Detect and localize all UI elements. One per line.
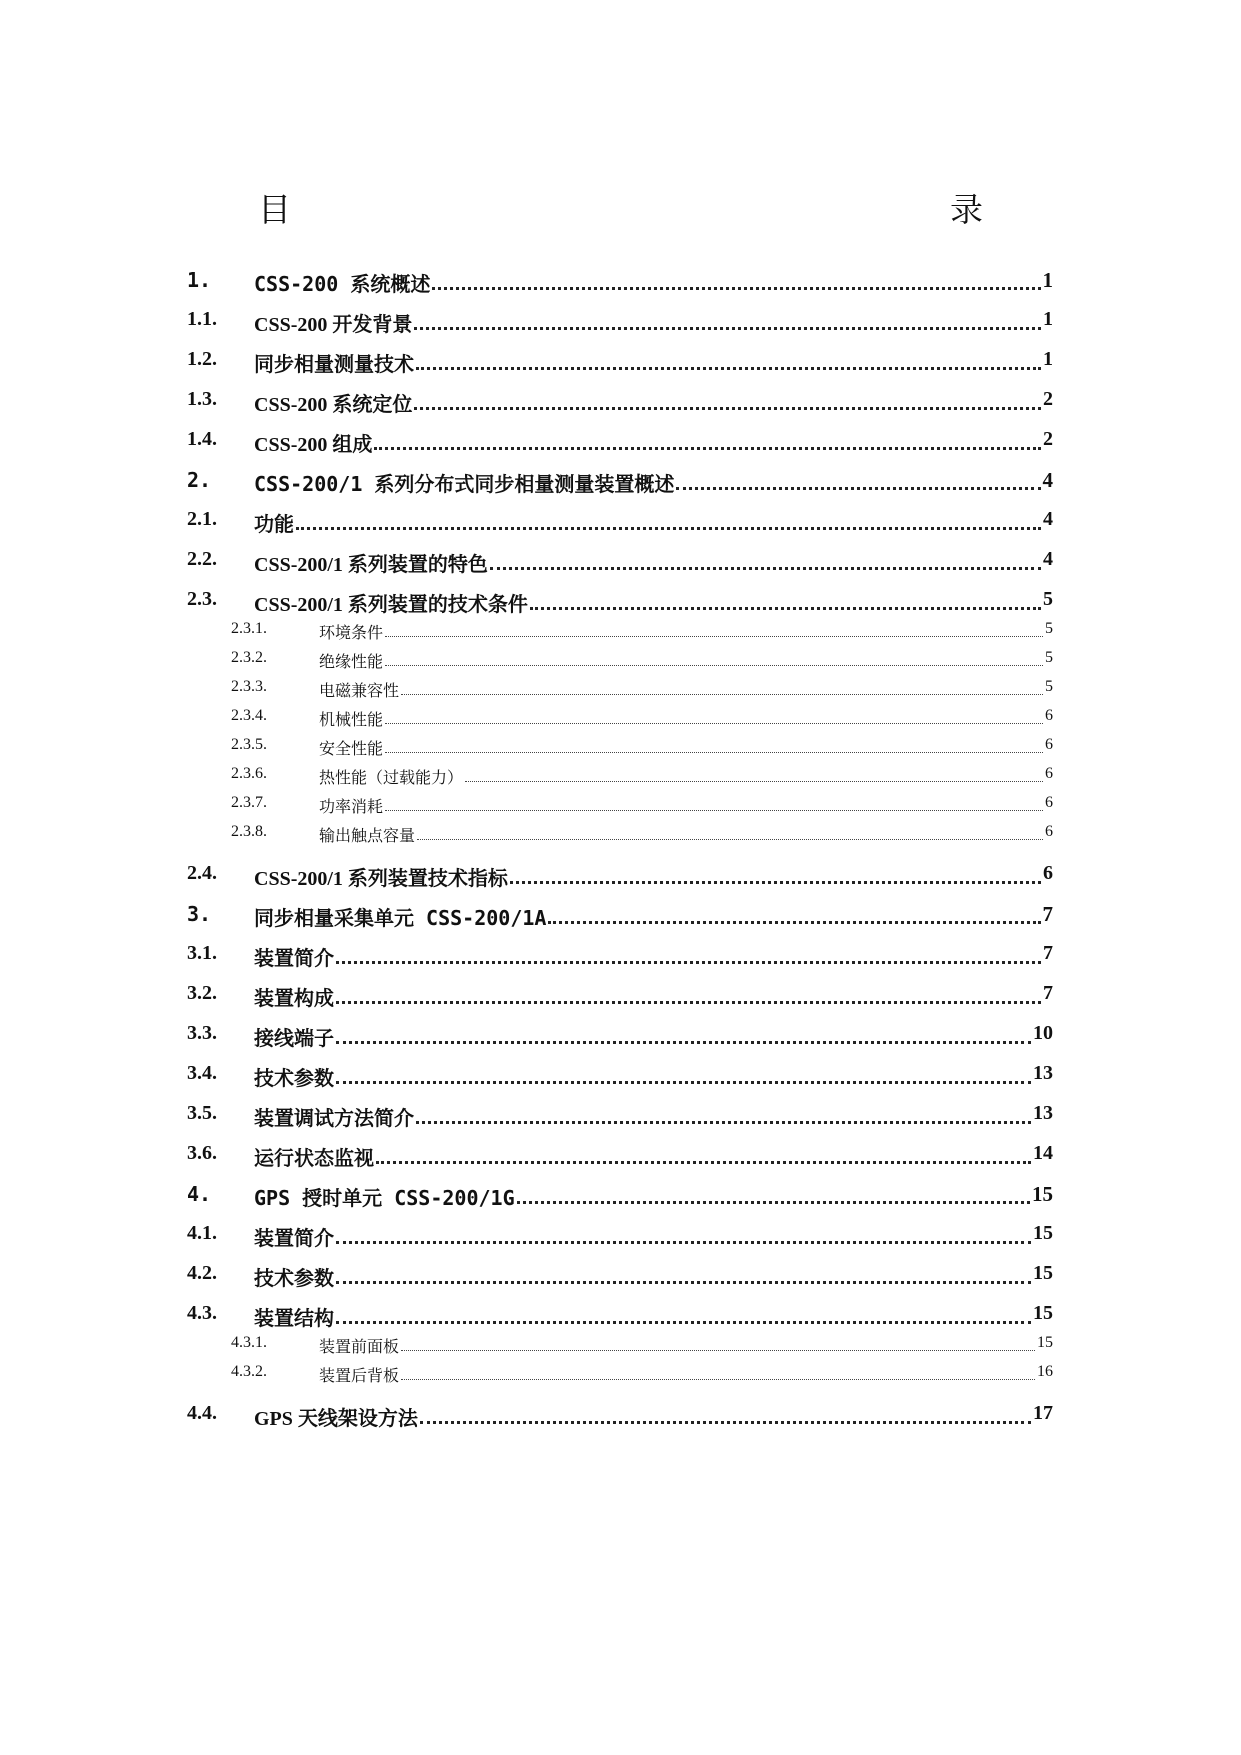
toc-entry-title: CSS-200 开发背景 <box>254 314 413 336</box>
toc-entry-number: 4.3.2. <box>231 1363 267 1380</box>
toc-entry-number: 3.4. <box>187 1062 217 1084</box>
toc-entry[interactable] <box>187 428 1053 456</box>
toc-entry-page: 2 <box>1043 428 1053 450</box>
toc-entry[interactable] <box>187 548 1053 576</box>
toc-entry-page: 13 <box>1033 1102 1053 1124</box>
toc-entry[interactable] <box>187 508 1053 536</box>
toc-entry[interactable] <box>187 1262 1053 1290</box>
toc-entry[interactable] <box>187 388 1053 416</box>
toc-entry-page: 6 <box>1045 765 1053 782</box>
toc-leader-dots <box>385 665 1043 666</box>
toc-leader-dots <box>336 1281 1031 1284</box>
toc-entry[interactable] <box>187 1062 1053 1090</box>
toc-entry[interactable] <box>187 1142 1053 1170</box>
toc-leader-dots <box>414 407 1041 410</box>
toc-leader-dots <box>385 810 1043 811</box>
toc-entry-page: 7 <box>1043 982 1053 1004</box>
toc-entry[interactable] <box>187 902 1053 930</box>
toc-entry-title: 安全性能 <box>319 741 384 758</box>
toc-entry[interactable] <box>187 268 1053 296</box>
toc-entry-page: 5 <box>1043 588 1053 610</box>
toc-entry-number: 2.3.2. <box>231 649 267 666</box>
toc-entry-page: 15 <box>1033 1262 1053 1284</box>
toc-entry[interactable] <box>187 1182 1053 1210</box>
toc-entry-page: 15 <box>1037 1334 1053 1351</box>
toc-entry-number: 1.2. <box>187 348 217 370</box>
toc-leader-dots <box>336 1241 1031 1244</box>
toc-entry-page: 15 <box>1033 1302 1053 1324</box>
toc-entry-title: 电磁兼容性 <box>319 683 400 700</box>
toc-leader-dots <box>385 636 1043 637</box>
toc-leader-dots <box>510 881 1041 884</box>
toc-entry-title: 装置构成 <box>254 988 334 1010</box>
toc-entry-title: GPS 天线架设方法 <box>254 1408 418 1430</box>
toc-entry-title: CSS-200/1 系列装置的特色 <box>254 554 488 576</box>
toc-entry-title: 接线端子 <box>254 1028 334 1050</box>
toc-entry[interactable] <box>187 1222 1053 1250</box>
toc-leader-dots <box>414 327 1041 330</box>
toc-entry-title: 装置简介 <box>254 1228 334 1250</box>
toc-leader-dots <box>517 1201 1030 1204</box>
toc-entry-page: 5 <box>1045 620 1053 637</box>
toc-entry-title: CSS-200/1 系列装置技术指标 <box>254 868 508 890</box>
toc-entry-number: 1.1. <box>187 308 217 330</box>
toc-entry-number: 2. <box>187 468 212 492</box>
toc-entry-page: 14 <box>1033 1142 1053 1164</box>
toc-entry-number: 4. <box>187 1182 212 1206</box>
toc-entry-number: 4.4. <box>187 1402 217 1424</box>
toc-entry-number: 2.2. <box>187 548 217 570</box>
toc-entry-page: 4 <box>1043 548 1053 570</box>
toc-entry-number: 3.5. <box>187 1102 217 1124</box>
toc-entry-page: 6 <box>1045 736 1053 753</box>
toc-entry-page: 4 <box>1043 508 1053 530</box>
toc-leader-dots <box>417 839 1043 840</box>
toc-entry[interactable] <box>187 1402 1053 1430</box>
toc-entry-title: 技术参数 <box>254 1068 334 1090</box>
toc-entry-page: 15 <box>1032 1182 1053 1206</box>
toc-entry-page: 6 <box>1045 794 1053 811</box>
toc-entry-number: 2.3.4. <box>231 707 267 724</box>
toc-entry-number: 2.3.5. <box>231 736 267 753</box>
toc-entry[interactable] <box>231 1363 1053 1385</box>
toc-entry-page: 4 <box>1042 468 1053 492</box>
toc-entry-number: 3. <box>187 902 212 926</box>
toc-entry-number: 2.3. <box>187 588 217 610</box>
toc-leader-dots <box>296 527 1041 530</box>
toc-entry-number: 1.4. <box>187 428 217 450</box>
toc-entry-title: 热性能（过载能力） <box>319 770 464 787</box>
toc-entry[interactable] <box>187 588 1053 616</box>
toc-entry-number: 3.6. <box>187 1142 217 1164</box>
toc-leader-dots <box>530 607 1041 610</box>
toc-entry-number: 3.1. <box>187 942 217 964</box>
toc-entry-page: 5 <box>1045 649 1053 666</box>
toc-entry-page: 7 <box>1043 942 1053 964</box>
toc-entry-title: CSS-200 系统定位 <box>254 394 413 416</box>
toc-entry-number: 2.3.7. <box>231 794 267 811</box>
toc-entry[interactable] <box>231 765 1053 787</box>
toc-entry[interactable] <box>187 1302 1053 1330</box>
toc-entry-number: 2.4. <box>187 862 217 884</box>
toc-entry-page: 1 <box>1043 348 1053 370</box>
toc-leader-dots <box>416 367 1041 370</box>
toc-leader-dots <box>401 1379 1035 1380</box>
toc-entry-number: 4.2. <box>187 1262 217 1284</box>
toc-entry[interactable] <box>187 1102 1053 1130</box>
toc-entry-number: 2.3.1. <box>231 620 267 637</box>
toc-entry[interactable] <box>187 942 1053 970</box>
toc-entry[interactable] <box>231 620 1053 642</box>
toc-entry[interactable] <box>231 1334 1053 1356</box>
toc-entry[interactable] <box>231 736 1053 758</box>
toc-entry-number: 3.3. <box>187 1022 217 1044</box>
toc-entry-title: 装置后背板 <box>319 1368 400 1385</box>
toc-leader-dots <box>336 1001 1041 1004</box>
toc-entry[interactable] <box>187 862 1053 890</box>
toc-entry-page: 13 <box>1033 1062 1053 1084</box>
toc-leader-dots <box>420 1421 1031 1424</box>
toc-entry[interactable] <box>231 649 1053 671</box>
toc-entry-title: 同步相量测量技术 <box>254 354 414 376</box>
toc-entry-title: 装置结构 <box>254 1308 334 1330</box>
toc-entry-number: 2.3.6. <box>231 765 267 782</box>
toc-leader-dots <box>376 1161 1031 1164</box>
toc-entry-page: 2 <box>1043 388 1053 410</box>
toc-entry-title: 装置简介 <box>254 948 334 970</box>
toc-entry-title: GPS 授时单元 CSS-200/1G <box>254 1186 515 1210</box>
toc-entry-title: 同步相量采集单元 CSS-200/1A <box>254 906 547 930</box>
toc-entry[interactable] <box>187 1022 1053 1050</box>
toc-entry-title: 环境条件 <box>319 625 384 642</box>
toc-entry-number: 4.3. <box>187 1302 217 1324</box>
toc-leader-dots <box>676 487 1040 490</box>
toc-leader-dots <box>465 781 1043 782</box>
toc-entry-title: 机械性能 <box>319 712 384 729</box>
toc-entry-number: 4.3.1. <box>231 1334 267 1351</box>
toc-entry-page: 1 <box>1043 308 1053 330</box>
toc-entry-title: 装置前面板 <box>319 1339 400 1356</box>
toc-entry-page: 7 <box>1042 902 1053 926</box>
toc-entry-title: 绝缘性能 <box>319 654 384 671</box>
toc-entry-page: 6 <box>1043 862 1053 884</box>
toc-entry[interactable] <box>231 794 1053 816</box>
toc-leader-dots <box>385 723 1043 724</box>
toc-entry-title: CSS-200/1 系列分布式同步相量测量装置概述 <box>254 472 675 496</box>
toc-leader-dots <box>401 694 1043 695</box>
toc-entry[interactable] <box>187 468 1053 496</box>
toc-entry[interactable] <box>231 678 1053 700</box>
toc-entry-title: 输出触点容量 <box>319 828 416 845</box>
toc-entry[interactable] <box>187 308 1053 336</box>
toc-leader-dots <box>548 921 1040 924</box>
toc-entry[interactable] <box>187 982 1053 1010</box>
toc-entry-number: 1. <box>187 268 212 292</box>
toc-leader-dots <box>416 1121 1031 1124</box>
toc-entry-number: 4.1. <box>187 1222 217 1244</box>
toc-leader-dots <box>336 961 1041 964</box>
toc-leader-dots <box>336 1321 1031 1324</box>
toc-leader-dots <box>490 567 1041 570</box>
toc-entry-title: CSS-200 系统概述 <box>254 272 431 296</box>
page-title: 目 录 <box>258 190 1123 229</box>
toc-entry[interactable] <box>231 823 1053 845</box>
toc-leader-dots <box>336 1081 1031 1084</box>
toc-leader-dots <box>374 447 1041 450</box>
toc-entry-title: 运行状态监视 <box>254 1148 374 1170</box>
toc-leader-dots <box>432 287 1040 290</box>
toc-entry[interactable] <box>231 707 1053 729</box>
toc-entry-title: 技术参数 <box>254 1268 334 1290</box>
toc-entry-page: 17 <box>1033 1402 1053 1424</box>
toc-entry-title: 装置调试方法简介 <box>254 1108 414 1130</box>
toc-entry-page: 6 <box>1045 823 1053 840</box>
toc-leader-dots <box>385 752 1043 753</box>
toc-entry[interactable] <box>187 348 1053 376</box>
toc-entry-number: 1.3. <box>187 388 217 410</box>
toc-entry-page: 15 <box>1033 1222 1053 1244</box>
toc-entry-title: CSS-200/1 系列装置的技术条件 <box>254 594 528 616</box>
toc-leader-dots <box>401 1350 1035 1351</box>
toc-entry-title: 功能 <box>254 514 294 536</box>
toc-entry-page: 1 <box>1042 268 1053 292</box>
toc-entry-number: 2.1. <box>187 508 217 530</box>
toc-entry-page: 16 <box>1037 1363 1053 1380</box>
toc-entry-title: CSS-200 组成 <box>254 434 373 456</box>
toc-entry-page: 5 <box>1045 678 1053 695</box>
toc-entry-number: 2.3.8. <box>231 823 267 840</box>
toc-entry-title: 功率消耗 <box>319 799 384 816</box>
toc-leader-dots <box>336 1041 1031 1044</box>
toc-entry-number: 3.2. <box>187 982 217 1004</box>
toc-entry-number: 2.3.3. <box>231 678 267 695</box>
toc-entry-page: 6 <box>1045 707 1053 724</box>
toc-entry-page: 10 <box>1033 1022 1053 1044</box>
